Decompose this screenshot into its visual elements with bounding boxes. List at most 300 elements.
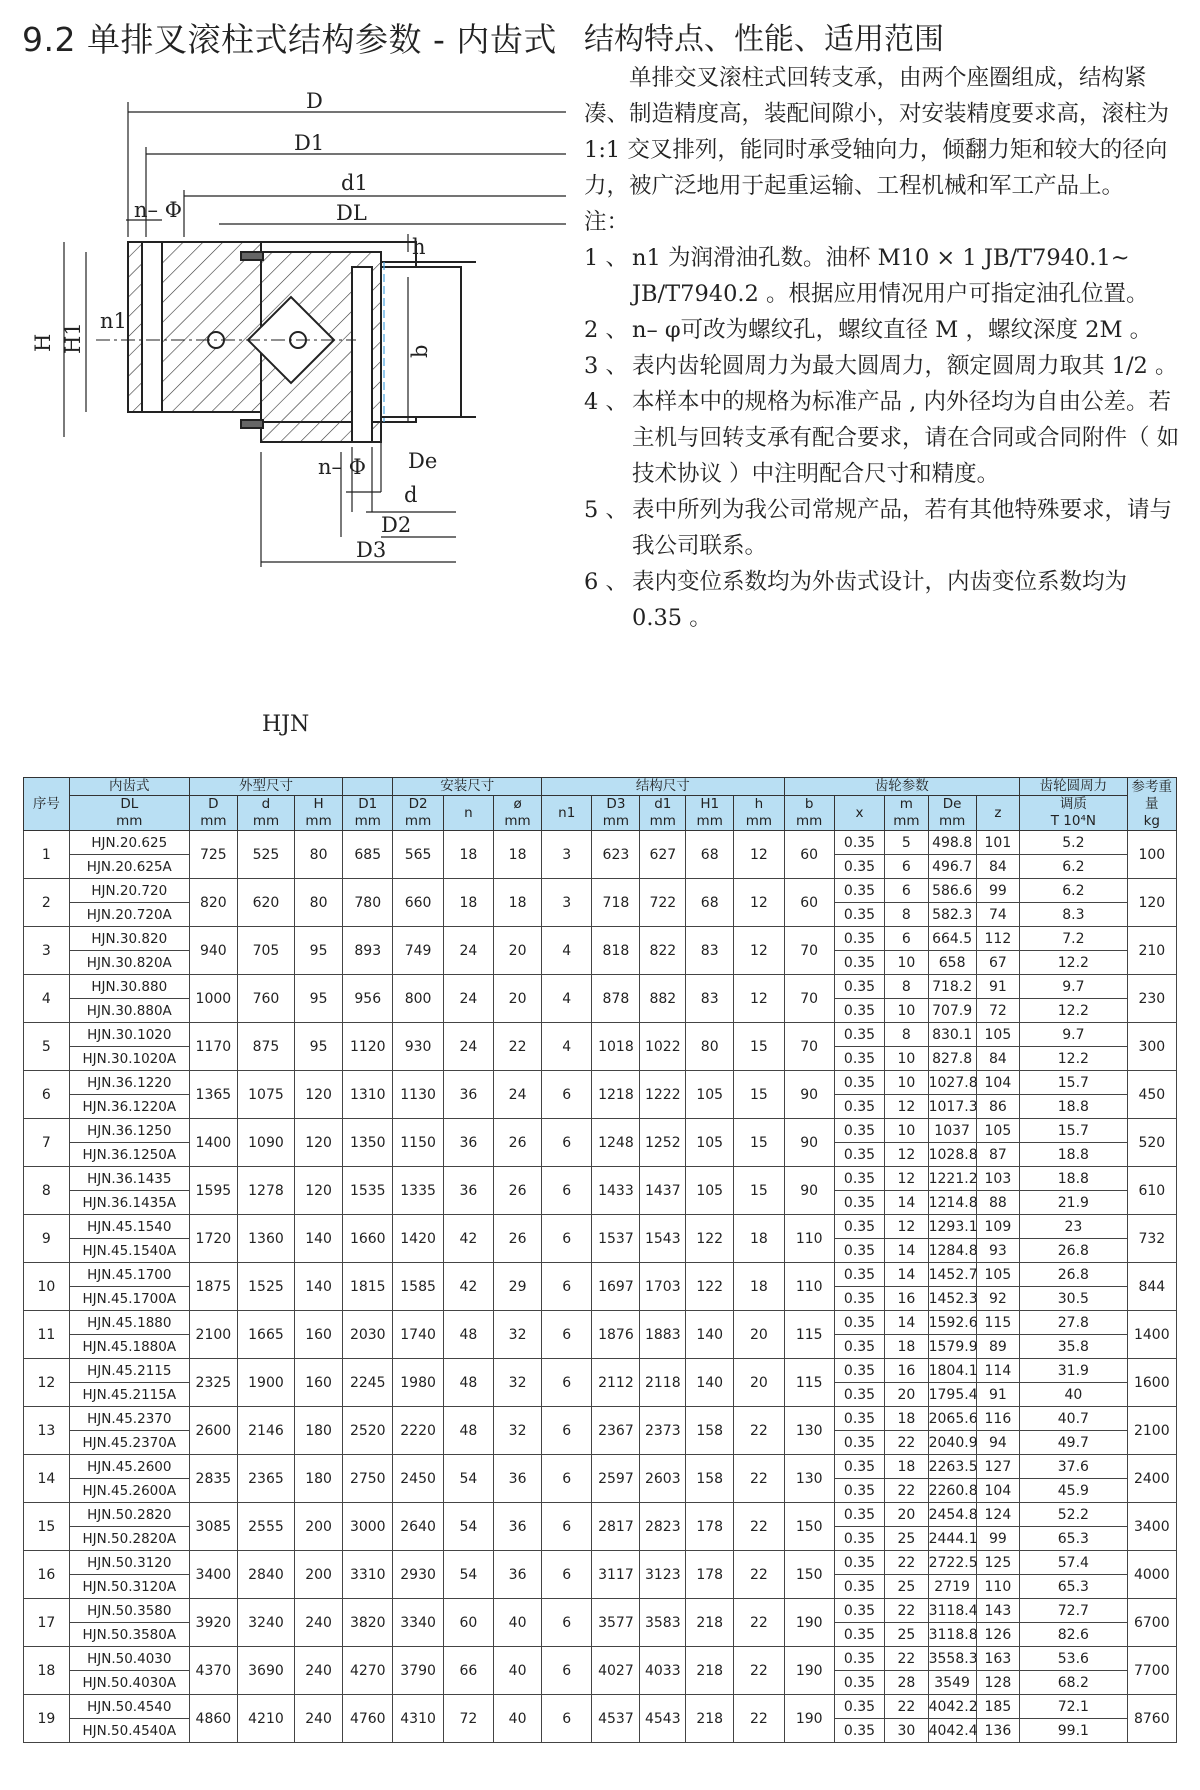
cell-De: 2719	[928, 1575, 976, 1599]
table-row	[24, 1551, 1177, 1575]
cell-force: 6.2	[1020, 879, 1128, 903]
cell-h: 12	[734, 831, 784, 879]
cell-D3: 718	[592, 879, 640, 927]
cell-b: 70	[784, 1023, 834, 1071]
cell-De: 1795.4	[928, 1383, 976, 1407]
cell-weight: 3400	[1127, 1503, 1176, 1551]
cell-x: 0.35	[834, 1215, 884, 1239]
cell-m: 12	[885, 1143, 928, 1167]
cell-D: 1400	[189, 1119, 237, 1167]
dim-label-H: H	[31, 333, 55, 352]
cell-De: 3558.3	[928, 1647, 976, 1671]
cell-force: 57.4	[1020, 1551, 1128, 1575]
cell-weight: 8760	[1127, 1695, 1176, 1743]
dim-label-De: De	[408, 449, 438, 473]
cell-h: 15	[734, 1023, 784, 1071]
th-b-unit: mm	[796, 813, 823, 829]
cell-h: 18	[734, 1215, 784, 1263]
cell-De: 1017.3	[928, 1095, 976, 1119]
cell-De: 1452.7	[928, 1263, 976, 1287]
cell-z: 112	[976, 927, 1019, 951]
cell-force: 8.3	[1020, 903, 1128, 927]
cell-model: HJN.50.4030A	[69, 1671, 189, 1695]
th-weight-unit: kg	[1143, 812, 1160, 829]
notes-list	[584, 240, 1184, 636]
cell-d: 2555	[237, 1503, 294, 1551]
th-force: 齿轮圆周力	[1020, 778, 1128, 796]
cell-b: 115	[784, 1311, 834, 1359]
cell-phi: 32	[494, 1311, 542, 1359]
cell-De: 2722.5	[928, 1551, 976, 1575]
cell-H: 140	[295, 1215, 343, 1263]
cell-n1: 6	[542, 1311, 592, 1359]
cell-D2: 800	[393, 975, 443, 1023]
dim-label-DL: DL	[336, 201, 367, 225]
cell-m: 25	[885, 1623, 928, 1647]
th-d-label: d	[261, 796, 271, 812]
cell-x: 0.35	[834, 1407, 884, 1431]
cell-D: 4370	[189, 1647, 237, 1695]
th-H-label: H	[313, 796, 324, 812]
cell-De: 4042.4	[928, 1719, 976, 1743]
cell-n: 54	[443, 1455, 493, 1503]
cell-b: 190	[784, 1695, 834, 1743]
cell-model: HJN.20.625	[69, 831, 189, 855]
cell-m: 8	[885, 1023, 928, 1047]
cell-n1: 6	[542, 1503, 592, 1551]
cell-z: 104	[976, 1071, 1019, 1095]
note-item	[584, 348, 1184, 384]
note-item	[584, 240, 1184, 312]
cell-d1: 3123	[640, 1551, 686, 1599]
page-title: 9.2 单排叉滚柱式结构参数 - 内齿式	[22, 20, 557, 59]
cell-h: 22	[734, 1407, 784, 1455]
cell-model: HJN.36.1250	[69, 1119, 189, 1143]
cell-model: HJN.45.2600	[69, 1455, 189, 1479]
cell-m: 14	[885, 1239, 928, 1263]
cell-d1: 822	[640, 927, 686, 975]
cell-m: 20	[885, 1383, 928, 1407]
cell-z: 88	[976, 1191, 1019, 1215]
cell-H1: 83	[686, 927, 734, 975]
cell-D3: 2112	[592, 1359, 640, 1407]
cell-D: 1720	[189, 1215, 237, 1263]
cell-m: 6	[885, 855, 928, 879]
cell-n: 60	[443, 1599, 493, 1647]
cell-z: 99	[976, 879, 1019, 903]
cell-force: 18.8	[1020, 1143, 1128, 1167]
cell-D3: 1018	[592, 1023, 640, 1071]
cell-b: 70	[784, 975, 834, 1023]
cell-H: 200	[295, 1503, 343, 1551]
th-b-label: b	[804, 796, 814, 812]
cell-d1: 1543	[640, 1215, 686, 1263]
cell-D1: 2520	[343, 1407, 393, 1455]
cell-d: 4210	[237, 1695, 294, 1743]
cell-m: 10	[885, 999, 928, 1023]
cell-model: HJN.36.1250A	[69, 1143, 189, 1167]
cell-z: 128	[976, 1671, 1019, 1695]
cell-H: 120	[295, 1071, 343, 1119]
cell-D3: 1537	[592, 1215, 640, 1263]
cell-De: 718.2	[928, 975, 976, 999]
cell-d: 875	[237, 1023, 294, 1071]
cell-h: 22	[734, 1599, 784, 1647]
cell-weight: 2400	[1127, 1455, 1176, 1503]
cell-d: 3690	[237, 1647, 294, 1695]
cell-weight: 610	[1127, 1167, 1176, 1215]
cell-seq: 3	[24, 927, 70, 975]
cell-H: 120	[295, 1167, 343, 1215]
cell-H: 160	[295, 1359, 343, 1407]
note-item	[584, 564, 1184, 636]
table-row	[24, 879, 1177, 903]
cell-n: 48	[443, 1311, 493, 1359]
cell-D1: 780	[343, 879, 393, 927]
cell-phi: 20	[494, 927, 542, 975]
cell-De: 2260.8	[928, 1479, 976, 1503]
cell-d1: 3583	[640, 1599, 686, 1647]
dim-label-D2: D2	[381, 513, 412, 537]
th-D3-unit: mm	[602, 813, 630, 829]
th-force-label: 调质	[1059, 796, 1087, 812]
cell-D3: 878	[592, 975, 640, 1023]
cell-D2: 1585	[393, 1263, 443, 1311]
cell-h: 15	[734, 1071, 784, 1119]
cell-z: 67	[976, 951, 1019, 975]
cell-seq: 12	[24, 1359, 70, 1407]
cell-D: 1000	[189, 975, 237, 1023]
cell-h: 20	[734, 1311, 784, 1359]
note-text: 表内齿轮圆周力为最大圆周力，额定圆周力取其 1/2 。	[632, 353, 1178, 379]
cell-force: 5.2	[1020, 831, 1128, 855]
cell-n1: 6	[542, 1407, 592, 1455]
cell-De: 3118.4	[928, 1599, 976, 1623]
cell-D1: 1120	[343, 1023, 393, 1071]
cell-phi: 22	[494, 1023, 542, 1071]
cell-De: 2065.6	[928, 1407, 976, 1431]
cell-z: 163	[976, 1647, 1019, 1671]
cell-seq: 8	[24, 1167, 70, 1215]
th-outline: 外型尺寸	[189, 778, 342, 796]
cell-n1: 3	[542, 831, 592, 879]
cell-n: 54	[443, 1551, 493, 1599]
notes-label: 注：	[584, 209, 630, 235]
cell-m: 30	[885, 1719, 928, 1743]
cell-m: 8	[885, 975, 928, 999]
cell-m: 22	[885, 1479, 928, 1503]
cell-z: 104	[976, 1479, 1019, 1503]
cell-force: 30.5	[1020, 1287, 1128, 1311]
cell-z: 93	[976, 1239, 1019, 1263]
cell-n1: 6	[542, 1647, 592, 1695]
cell-D3: 3577	[592, 1599, 640, 1647]
cell-D3: 2817	[592, 1503, 640, 1551]
cell-z: 125	[976, 1551, 1019, 1575]
cell-De: 1284.8	[928, 1239, 976, 1263]
cell-model: HJN.50.3120A	[69, 1575, 189, 1599]
cell-force: 9.7	[1020, 975, 1128, 999]
cell-model: HJN.45.1700A	[69, 1287, 189, 1311]
cell-z: 91	[976, 975, 1019, 999]
cell-model: HJN.50.2820A	[69, 1527, 189, 1551]
cell-force: 65.3	[1020, 1575, 1128, 1599]
cell-D1: 1815	[343, 1263, 393, 1311]
cell-b: 110	[784, 1263, 834, 1311]
cell-weight: 732	[1127, 1215, 1176, 1263]
cell-d1: 1703	[640, 1263, 686, 1311]
cell-n: 66	[443, 1647, 493, 1695]
cell-d: 3240	[237, 1599, 294, 1647]
cell-x: 0.35	[834, 1647, 884, 1671]
cell-D1: 1350	[343, 1119, 393, 1167]
cell-d: 1900	[237, 1359, 294, 1407]
table-row	[24, 1215, 1177, 1239]
th-seq: 序号	[24, 778, 70, 831]
cell-n: 42	[443, 1263, 493, 1311]
cell-z: 101	[976, 831, 1019, 855]
cell-H: 240	[295, 1647, 343, 1695]
cell-phi: 36	[494, 1503, 542, 1551]
cell-m: 6	[885, 927, 928, 951]
cell-b: 90	[784, 1071, 834, 1119]
cell-D2: 2640	[393, 1503, 443, 1551]
cell-D1: 893	[343, 927, 393, 975]
th-m	[885, 796, 928, 831]
cell-force: 72.7	[1020, 1599, 1128, 1623]
cell-phi: 29	[494, 1263, 542, 1311]
cell-De: 827.8	[928, 1047, 976, 1071]
cell-force: 12.2	[1020, 1047, 1128, 1071]
cell-d1: 4543	[640, 1695, 686, 1743]
cell-model: HJN.50.3580	[69, 1599, 189, 1623]
cell-x: 0.35	[834, 1455, 884, 1479]
cell-model: HJN.45.2370	[69, 1407, 189, 1431]
cell-phi: 24	[494, 1071, 542, 1119]
cell-seq: 5	[24, 1023, 70, 1071]
cell-D1: 3310	[343, 1551, 393, 1599]
cell-x: 0.35	[834, 1383, 884, 1407]
cell-m: 16	[885, 1287, 928, 1311]
cell-force: 31.9	[1020, 1359, 1128, 1383]
cell-weight: 300	[1127, 1023, 1176, 1071]
cell-x: 0.35	[834, 999, 884, 1023]
diagram-caption: HJN	[262, 712, 310, 737]
th-De	[928, 796, 976, 831]
cell-De: 1221.2	[928, 1167, 976, 1191]
cell-n1: 6	[542, 1167, 592, 1215]
cell-n: 36	[443, 1167, 493, 1215]
cell-model: HJN.30.880	[69, 975, 189, 999]
cell-n: 18	[443, 879, 493, 927]
cell-seq: 6	[24, 1071, 70, 1119]
cell-m: 28	[885, 1671, 928, 1695]
cell-b: 90	[784, 1167, 834, 1215]
cell-D: 2835	[189, 1455, 237, 1503]
cell-weight: 1600	[1127, 1359, 1176, 1407]
cell-weight: 230	[1127, 975, 1176, 1023]
cell-d: 1360	[237, 1215, 294, 1263]
note-item	[584, 492, 1184, 564]
cell-h: 12	[734, 975, 784, 1023]
cell-seq: 15	[24, 1503, 70, 1551]
cell-m: 14	[885, 1263, 928, 1287]
cell-D2: 1420	[393, 1215, 443, 1263]
cell-phi: 40	[494, 1695, 542, 1743]
cross-section-diagram	[31, 89, 556, 652]
cell-n1: 6	[542, 1695, 592, 1743]
cell-seq: 1	[24, 831, 70, 879]
cell-d1: 1252	[640, 1119, 686, 1167]
cell-model: HJN.45.1540A	[69, 1239, 189, 1263]
cell-D1: 1660	[343, 1215, 393, 1263]
cell-x: 0.35	[834, 1263, 884, 1287]
cell-force: 99.1	[1020, 1719, 1128, 1743]
table-row	[24, 1455, 1177, 1479]
cell-H: 140	[295, 1263, 343, 1311]
cell-n: 24	[443, 1023, 493, 1071]
cell-model: HJN.50.4540	[69, 1695, 189, 1719]
cell-x: 0.35	[834, 1551, 884, 1575]
cell-m: 22	[885, 1647, 928, 1671]
cell-De: 1804.1	[928, 1359, 976, 1383]
note-number: 1 、	[584, 245, 628, 271]
note-text: 表内变位系数均为外齿式设计，内齿变位系数均为 0.35 。	[632, 569, 1128, 631]
cell-model: HJN.30.820	[69, 927, 189, 951]
th-gear: 齿轮参数	[784, 778, 1020, 796]
cell-De: 498.8	[928, 831, 976, 855]
th-x: x	[834, 796, 884, 831]
cell-m: 18	[885, 1455, 928, 1479]
cell-x: 0.35	[834, 951, 884, 975]
cell-m: 10	[885, 1047, 928, 1071]
cell-z: 143	[976, 1599, 1019, 1623]
cell-De: 4042.2	[928, 1695, 976, 1719]
th-d1	[640, 796, 686, 831]
cell-m: 10	[885, 951, 928, 975]
cell-D1: 685	[343, 831, 393, 879]
cell-model: HJN.36.1220A	[69, 1095, 189, 1119]
cell-model: HJN.45.1540	[69, 1215, 189, 1239]
cell-De: 1452.3	[928, 1287, 976, 1311]
cell-x: 0.35	[834, 1335, 884, 1359]
th-m-unit: mm	[893, 813, 920, 829]
cell-D: 940	[189, 927, 237, 975]
th-H-unit: mm	[305, 813, 332, 829]
cell-b: 150	[784, 1551, 834, 1599]
cell-phi: 26	[494, 1119, 542, 1167]
cell-D3: 1248	[592, 1119, 640, 1167]
cell-force: 23	[1020, 1215, 1128, 1239]
cell-D: 3400	[189, 1551, 237, 1599]
cell-H1: 68	[686, 879, 734, 927]
th-D3	[592, 796, 640, 831]
th-d	[237, 796, 294, 831]
cell-d1: 627	[640, 831, 686, 879]
cell-b: 130	[784, 1455, 834, 1503]
table-row	[24, 1503, 1177, 1527]
section-heading: 结构特点、性能、适用范围	[584, 22, 944, 57]
cell-force: 52.2	[1020, 1503, 1128, 1527]
th-De-unit: mm	[938, 813, 966, 829]
th-blank	[343, 778, 393, 796]
cell-h: 22	[734, 1695, 784, 1743]
cell-z: 110	[976, 1575, 1019, 1599]
cell-force: 65.3	[1020, 1527, 1128, 1551]
cell-H1: 122	[686, 1215, 734, 1263]
table-row	[24, 1311, 1177, 1335]
cell-n: 48	[443, 1359, 493, 1407]
cell-d: 2840	[237, 1551, 294, 1599]
cell-D2: 1130	[393, 1071, 443, 1119]
dim-label-n-phi-top: n– Φ	[134, 198, 182, 222]
cell-model: HJN.50.4540A	[69, 1719, 189, 1743]
cell-force: 35.8	[1020, 1335, 1128, 1359]
cell-m: 22	[885, 1551, 928, 1575]
cell-H1: 178	[686, 1551, 734, 1599]
cell-phi: 20	[494, 975, 542, 1023]
cell-H: 240	[295, 1695, 343, 1743]
cell-model: HJN.45.2370A	[69, 1431, 189, 1455]
cell-model: HJN.36.1220	[69, 1071, 189, 1095]
cell-d1: 2823	[640, 1503, 686, 1551]
cell-x: 0.35	[834, 1695, 884, 1719]
cell-m: 22	[885, 1431, 928, 1455]
cell-D: 1875	[189, 1263, 237, 1311]
spec-table-body	[24, 831, 1177, 1743]
cell-D3: 4027	[592, 1647, 640, 1695]
cell-D2: 2930	[393, 1551, 443, 1599]
cell-n: 36	[443, 1071, 493, 1119]
cell-z: 185	[976, 1695, 1019, 1719]
cell-m: 25	[885, 1527, 928, 1551]
dim-label-D1: D1	[294, 131, 325, 155]
cell-D3: 1876	[592, 1311, 640, 1359]
th-D	[189, 796, 237, 831]
note-number: 3 、	[584, 353, 628, 379]
cell-D2: 3340	[393, 1599, 443, 1647]
cell-D1: 4760	[343, 1695, 393, 1743]
cell-d1: 722	[640, 879, 686, 927]
cell-seq: 4	[24, 975, 70, 1023]
cell-De: 3549	[928, 1671, 976, 1695]
cell-H: 80	[295, 879, 343, 927]
cell-D1: 2750	[343, 1455, 393, 1503]
cell-De: 830.1	[928, 1023, 976, 1047]
cell-x: 0.35	[834, 903, 884, 927]
cell-seq: 7	[24, 1119, 70, 1167]
cell-H1: 218	[686, 1647, 734, 1695]
cell-De: 2444.1	[928, 1527, 976, 1551]
cell-weight: 1400	[1127, 1311, 1176, 1359]
cell-De: 496.7	[928, 855, 976, 879]
th-d1-unit: mm	[649, 813, 676, 829]
cell-n1: 6	[542, 1071, 592, 1119]
cell-H1: 178	[686, 1503, 734, 1551]
cell-n1: 4	[542, 927, 592, 975]
cell-weight: 4000	[1127, 1551, 1176, 1599]
cell-D: 1170	[189, 1023, 237, 1071]
cell-seq: 9	[24, 1215, 70, 1263]
table-row	[24, 1119, 1177, 1143]
cell-z: 89	[976, 1335, 1019, 1359]
table-row	[24, 1647, 1177, 1671]
cell-H: 95	[295, 975, 343, 1023]
cell-h: 15	[734, 1119, 784, 1167]
cell-D2: 1740	[393, 1311, 443, 1359]
cell-model: HJN.20.625A	[69, 855, 189, 879]
cell-H: 200	[295, 1551, 343, 1599]
